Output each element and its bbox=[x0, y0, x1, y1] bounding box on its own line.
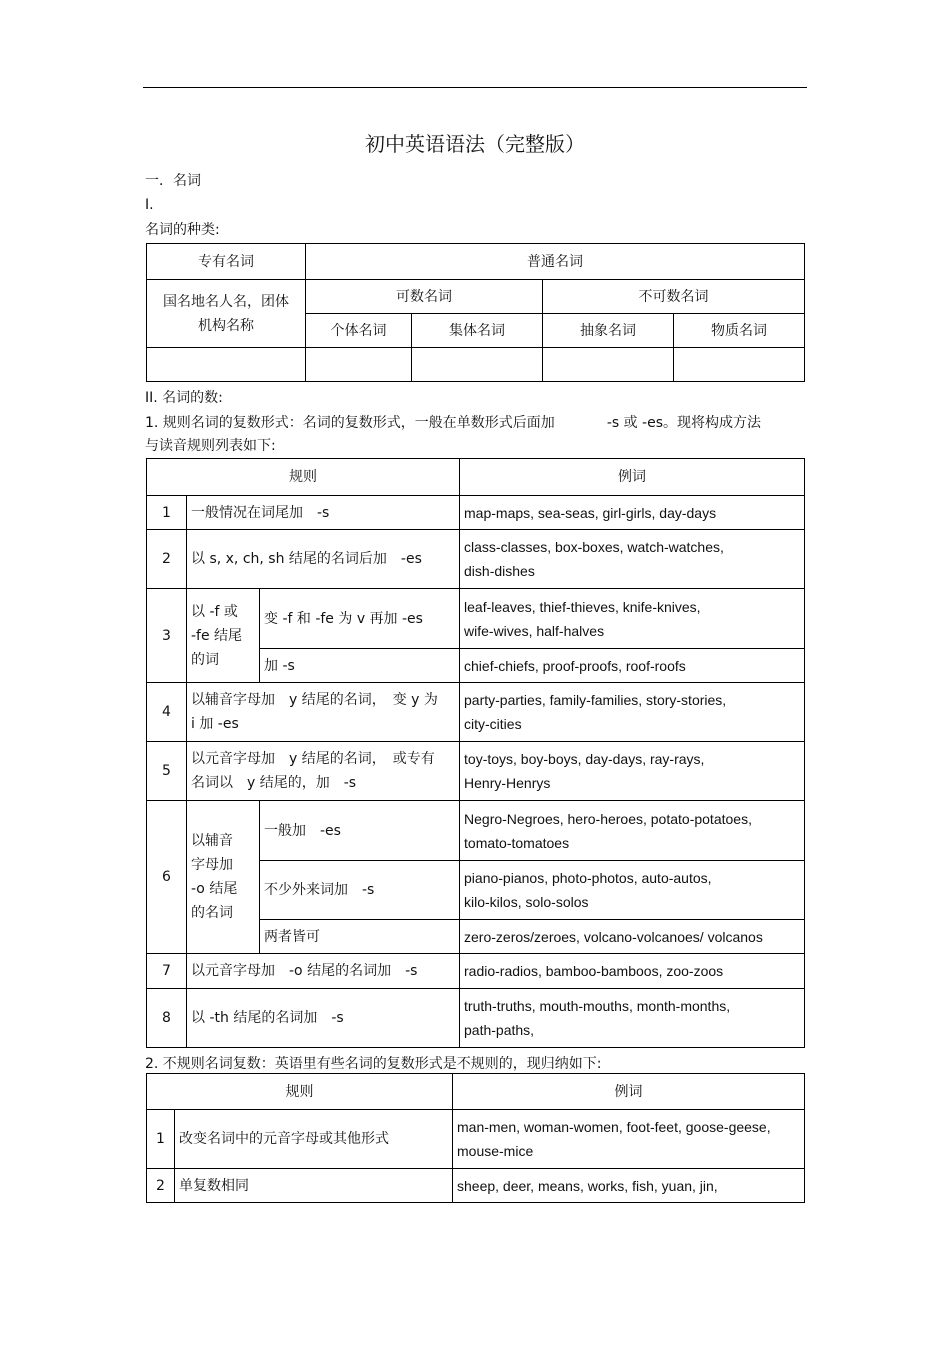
table-row bbox=[147, 954, 805, 989]
rule-cell: 以辅音字母加 y 结尾的名词， 变 y 为 i 加 -es bbox=[187, 683, 460, 742]
collective-noun: 集体名词 bbox=[412, 314, 543, 348]
table-row bbox=[147, 530, 805, 589]
row-number: 2 bbox=[147, 530, 187, 589]
kinds-label: 名词的种类: bbox=[145, 222, 220, 238]
row-number: 8 bbox=[147, 989, 187, 1048]
uncountable-header: 不可数名词 bbox=[543, 280, 805, 314]
empty-cell bbox=[147, 348, 306, 382]
example-cell: toy-toys, boy-boys, day-days, ray-rays, Henry-Henrys bbox=[460, 742, 805, 801]
irregular-intro: 2. 不规则名词复数：英语里有些名词的复数形式是不规则的，现归纳如下: bbox=[145, 1056, 602, 1072]
rule-cell: 以 -f 或 -fe 结尾 的词 bbox=[187, 589, 260, 683]
row-number: 5 bbox=[147, 742, 187, 801]
example-cell: chief-chiefs, proof-proofs, roof-roofs bbox=[460, 649, 805, 683]
countable-header: 可数名词 bbox=[306, 280, 543, 314]
sub-rule-cell: 不少外来词加 -s bbox=[260, 861, 460, 920]
subsection-label: I. bbox=[145, 197, 154, 213]
sub-rule-cell: 一般加 -es bbox=[260, 801, 460, 861]
table-row bbox=[147, 683, 805, 742]
example-cell: class-classes, box-boxes, watch-watches, dish-dishes bbox=[460, 530, 805, 589]
table-row bbox=[147, 589, 805, 649]
table-row bbox=[147, 742, 805, 801]
sub-rule-cell: 两者皆可 bbox=[260, 920, 460, 954]
table-row bbox=[147, 1169, 805, 1203]
example-cell: Negro-Negroes, hero-heroes, potato-potatoes, tomato-tomatoes bbox=[460, 801, 805, 861]
proper-noun-desc: 国名地名人名，团体 机构名称 bbox=[147, 280, 306, 348]
row-number: 2 bbox=[147, 1169, 175, 1203]
rule-header: 规则 bbox=[147, 1074, 453, 1110]
rule-cell: 以元音字母加 y 结尾的名词， 或专有 名词以 y 结尾的，加 -s bbox=[187, 742, 460, 801]
page-title: 初中英语语法（完整版） bbox=[365, 132, 585, 156]
abstract-noun: 抽象名词 bbox=[543, 314, 674, 348]
example-cell: radio-radios, bamboo-bamboos, zoo-zoos bbox=[460, 954, 805, 989]
example-cell: truth-truths, mouth-mouths, month-months, path-paths, bbox=[460, 989, 805, 1048]
empty-cell bbox=[306, 348, 412, 382]
subsection-label: II. 名词的数: bbox=[145, 390, 223, 406]
rule-cell: 一般情况在词尾加 -s bbox=[187, 496, 460, 530]
rule-cell: 以辅音 字母加 -o 结尾 的名词 bbox=[187, 801, 260, 954]
sub-rule-cell: 加 -s bbox=[260, 649, 460, 683]
rule-cell: 改变名词中的元音字母或其他形式 bbox=[175, 1110, 453, 1169]
row-number: 1 bbox=[147, 496, 187, 530]
empty-cell bbox=[543, 348, 674, 382]
table-row bbox=[147, 989, 805, 1048]
regular-intro: 1. 规则名词的复数形式：名词的复数形式，一般在单数形式后面加 -s 或 -es。现将构成方法 bbox=[145, 415, 762, 431]
table-row bbox=[147, 496, 805, 530]
noun-kinds-table bbox=[146, 243, 805, 382]
sub-rule-cell: 变 -f 和 -fe 为 v 再加 -es bbox=[260, 589, 460, 649]
row-number: 3 bbox=[147, 589, 187, 683]
table-row bbox=[147, 1110, 805, 1169]
row-number: 6 bbox=[147, 801, 187, 954]
regular-plural-table bbox=[146, 458, 805, 1048]
example-cell: zero-zeros/zeroes, volcano-volcanoes/ volcanos bbox=[460, 920, 805, 954]
rule-header: 规则 bbox=[147, 459, 460, 496]
rule-cell: 单复数相同 bbox=[175, 1169, 453, 1203]
row-number: 1 bbox=[147, 1110, 175, 1169]
table-row bbox=[147, 801, 805, 861]
row-number: 4 bbox=[147, 683, 187, 742]
header-rule bbox=[143, 87, 807, 88]
irregular-plural-table bbox=[146, 1073, 805, 1203]
individual-noun: 个体名词 bbox=[306, 314, 412, 348]
empty-cell bbox=[412, 348, 543, 382]
example-header: 例词 bbox=[460, 459, 805, 496]
example-cell: sheep, deer, means, works, fish, yuan, jin, bbox=[453, 1169, 805, 1203]
common-noun-header: 普通名词 bbox=[306, 244, 805, 280]
material-noun: 物质名词 bbox=[674, 314, 805, 348]
example-cell: map-maps, sea-seas, girl-girls, day-days bbox=[460, 496, 805, 530]
regular-intro-cont: 与读音规则列表如下: bbox=[145, 438, 276, 454]
example-header: 例词 bbox=[453, 1074, 805, 1110]
rule-cell: 以 -th 结尾的名词加 -s bbox=[187, 989, 460, 1048]
row-number: 7 bbox=[147, 954, 187, 989]
empty-cell bbox=[674, 348, 805, 382]
proper-noun-header: 专有名词 bbox=[147, 244, 306, 280]
example-cell: party-parties, family-families, story-stories, city-cities bbox=[460, 683, 805, 742]
example-cell: piano-pianos, photo-photos, auto-autos, kilo-kilos, solo-solos bbox=[460, 861, 805, 920]
example-cell: man-men, woman-women, foot-feet, goose-geese, mouse-mice bbox=[453, 1110, 805, 1169]
section-heading: 一．名词 bbox=[145, 173, 201, 189]
rule-cell: 以元音字母加 -o 结尾的名词加 -s bbox=[187, 954, 460, 989]
rule-cell: 以 s, x, ch, sh 结尾的名词后加 -es bbox=[187, 530, 460, 589]
example-cell: leaf-leaves, thief-thieves, knife-knives, wife-wives, half-halves bbox=[460, 589, 805, 649]
